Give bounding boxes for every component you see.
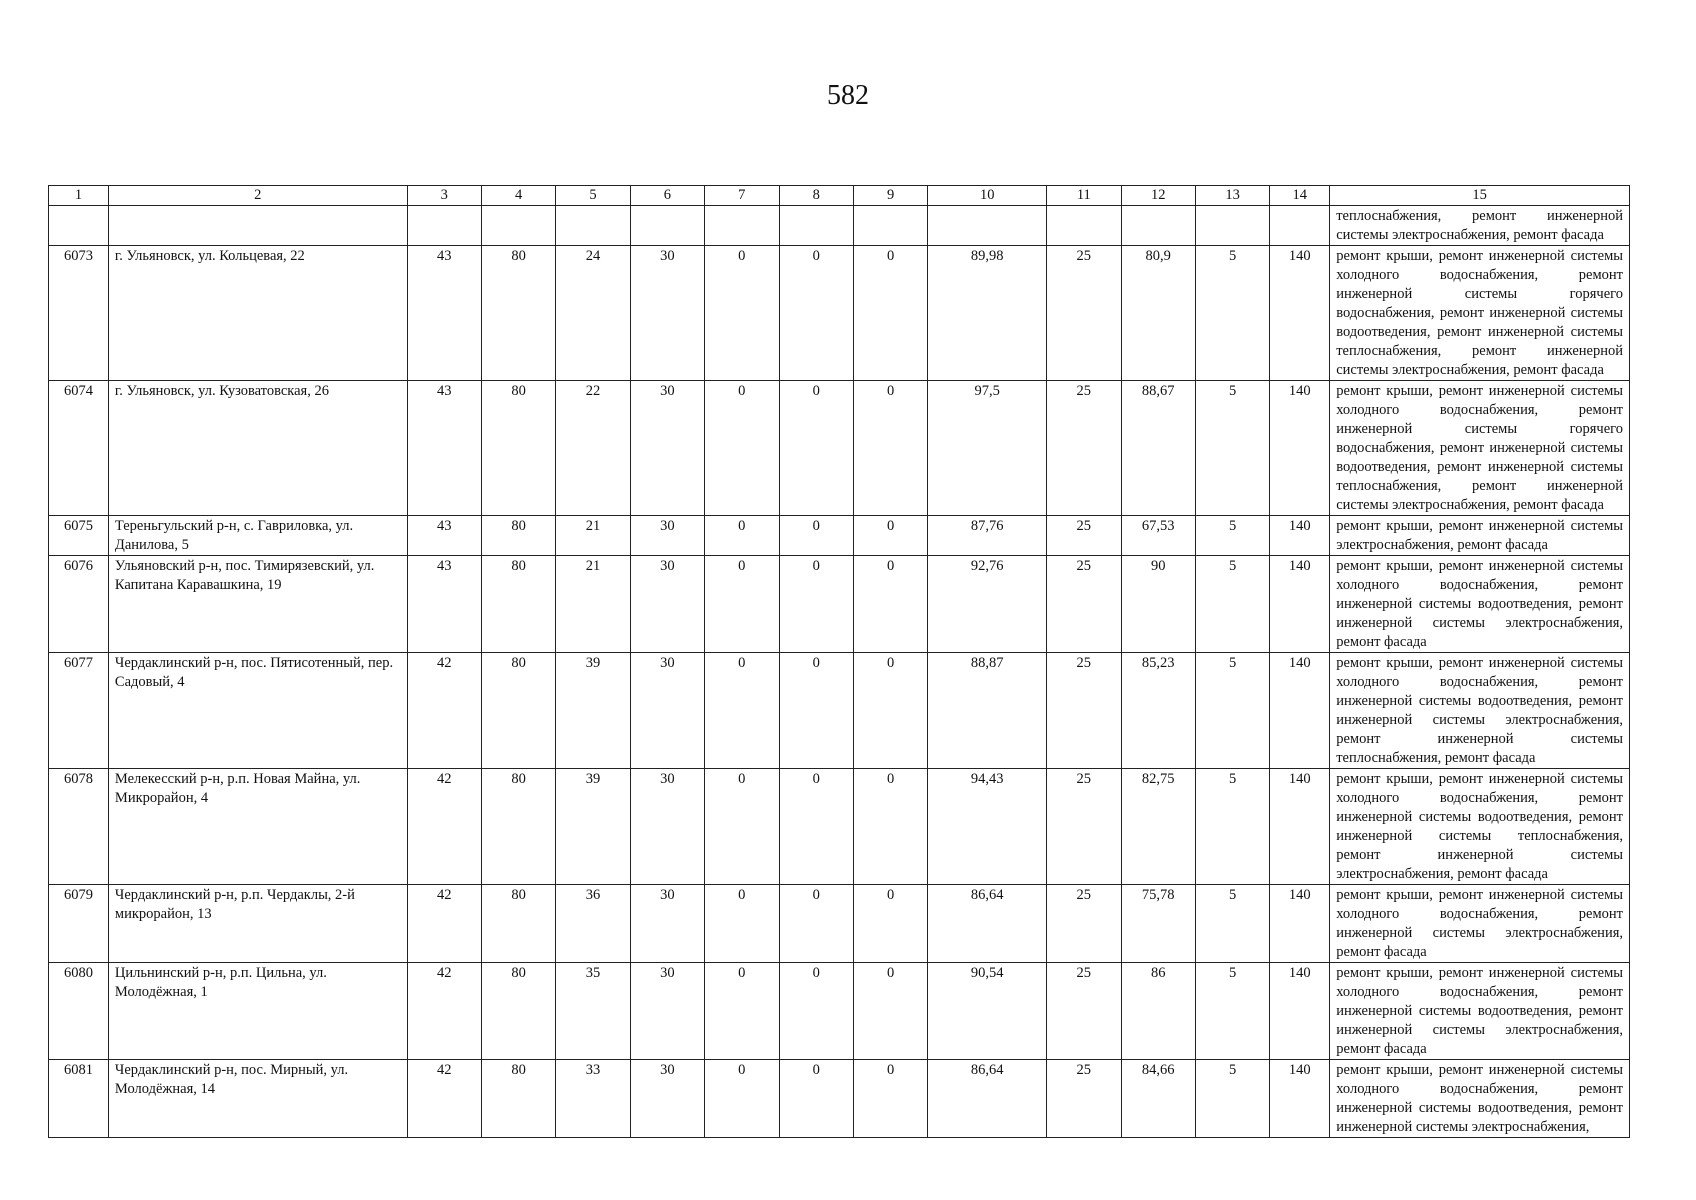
value-cell: 86,64 <box>928 885 1047 963</box>
value-cell: 140 <box>1270 556 1330 653</box>
address-cell: Чердаклинский р-н, пос. Мирный, ул. Молодёжная, 14 <box>108 1060 407 1138</box>
value-cell: 0 <box>779 769 853 885</box>
value-cell: 25 <box>1047 653 1121 769</box>
row-number-cell: 6077 <box>49 653 109 769</box>
table-body <box>49 246 1630 1138</box>
value-cell: 80 <box>481 885 555 963</box>
value-cell: 5 <box>1195 246 1269 381</box>
value-cell: 88,87 <box>928 653 1047 769</box>
row-number-cell: 6074 <box>49 381 109 516</box>
value-cell: 140 <box>1270 885 1330 963</box>
value-cell: 80 <box>481 963 555 1060</box>
row-number-cell: 6076 <box>49 556 109 653</box>
value-cell: 43 <box>407 556 481 653</box>
value-cell: 25 <box>1047 1060 1121 1138</box>
value-cell: 30 <box>630 963 704 1060</box>
value-cell: 5 <box>1195 653 1269 769</box>
address-cell: г. Ульяновск, ул. Кольцевая, 22 <box>108 246 407 381</box>
value-cell: 0 <box>853 653 927 769</box>
value-cell: 42 <box>407 885 481 963</box>
value-cell: 43 <box>407 246 481 381</box>
column-header: 7 <box>705 186 779 206</box>
value-cell: 80 <box>481 769 555 885</box>
value-cell: 30 <box>630 246 704 381</box>
value-cell: 87,76 <box>928 516 1047 556</box>
value-cell: 140 <box>1270 1060 1330 1138</box>
value-cell: 92,76 <box>928 556 1047 653</box>
row-number-cell: 6081 <box>49 1060 109 1138</box>
column-header: 10 <box>928 186 1047 206</box>
value-cell: 0 <box>779 556 853 653</box>
works-cell: ремонт крыши, ремонт инженерной системы холодного водоснабжения, ремонт инженерной системы водоотведения, ремонт инженерной системы электроснабжения, ремонт фасада <box>1330 556 1630 653</box>
value-cell: 5 <box>1195 885 1269 963</box>
row-number-cell: 6079 <box>49 885 109 963</box>
value-cell: 0 <box>705 516 779 556</box>
column-header: 14 <box>1270 186 1330 206</box>
value-cell: 0 <box>779 653 853 769</box>
value-cell: 0 <box>779 381 853 516</box>
value-cell: 80 <box>481 516 555 556</box>
value-cell: 80 <box>481 246 555 381</box>
value-cell: 84,66 <box>1121 1060 1195 1138</box>
value-cell: 21 <box>556 556 630 653</box>
address-cell: Тереньгульский р-н, с. Гавриловка, ул. Данилова, 5 <box>108 516 407 556</box>
value-cell: 39 <box>556 769 630 885</box>
value-cell: 80 <box>481 556 555 653</box>
address-cell: Мелекесский р-н, р.п. Новая Майна, ул. Микрорайон, 4 <box>108 769 407 885</box>
value-cell: 140 <box>1270 381 1330 516</box>
works-cell: ремонт крыши, ремонт инженерной системы холодного водоснабжения, ремонт инженерной системы водоотведения, ремонт инженерной системы электроснабжения, ремонт фасада <box>1330 963 1630 1060</box>
value-cell: 140 <box>1270 246 1330 381</box>
column-header: 12 <box>1121 186 1195 206</box>
value-cell: 36 <box>556 885 630 963</box>
value-cell: 0 <box>705 653 779 769</box>
row-number-cell: 6073 <box>49 246 109 381</box>
value-cell: 24 <box>556 246 630 381</box>
value-cell: 67,53 <box>1121 516 1195 556</box>
table-row <box>49 246 1630 381</box>
value-cell: 140 <box>1270 769 1330 885</box>
value-cell: 140 <box>1270 516 1330 556</box>
value-cell: 33 <box>556 1060 630 1138</box>
value-cell: 140 <box>1270 653 1330 769</box>
column-header: 13 <box>1195 186 1269 206</box>
table-row <box>49 516 1630 556</box>
column-header: 9 <box>853 186 927 206</box>
register-table <box>48 185 1630 1138</box>
value-cell: 5 <box>1195 381 1269 516</box>
value-cell: 39 <box>556 653 630 769</box>
value-cell: 0 <box>705 769 779 885</box>
value-cell: 0 <box>853 885 927 963</box>
value-cell: 86 <box>1121 963 1195 1060</box>
value-cell: 25 <box>1047 963 1121 1060</box>
value-cell: 80 <box>481 381 555 516</box>
value-cell: 80,9 <box>1121 246 1195 381</box>
address-cell: Цильнинский р-н, р.п. Цильна, ул. Молодёжная, 1 <box>108 963 407 1060</box>
value-cell: 0 <box>705 885 779 963</box>
column-header: 3 <box>407 186 481 206</box>
value-cell: 25 <box>1047 246 1121 381</box>
column-header: 2 <box>108 186 407 206</box>
column-header: 11 <box>1047 186 1121 206</box>
value-cell: 43 <box>407 381 481 516</box>
value-cell: 0 <box>853 516 927 556</box>
row-number-cell: 6080 <box>49 963 109 1060</box>
value-cell: 25 <box>1047 769 1121 885</box>
value-cell: 0 <box>853 769 927 885</box>
value-cell: 25 <box>1047 556 1121 653</box>
column-header: 15 <box>1330 186 1630 206</box>
value-cell: 80 <box>481 653 555 769</box>
column-header: 4 <box>481 186 555 206</box>
value-cell: 0 <box>779 516 853 556</box>
value-cell: 42 <box>407 1060 481 1138</box>
value-cell: 5 <box>1195 1060 1269 1138</box>
table-header-row <box>49 186 1630 206</box>
value-cell: 5 <box>1195 769 1269 885</box>
address-cell: г. Ульяновск, ул. Кузоватовская, 26 <box>108 381 407 516</box>
value-cell: 0 <box>705 246 779 381</box>
value-cell: 0 <box>705 556 779 653</box>
value-cell: 0 <box>779 963 853 1060</box>
value-cell: 30 <box>630 516 704 556</box>
value-cell: 30 <box>630 769 704 885</box>
works-cell: ремонт крыши, ремонт инженерной системы холодного водоснабжения, ремонт инженерной системы горячего водоснабжения, ремонт инженерной системы водоотведения, ремонт инженерной системы теплоснабжения, ремонт инженерной системы электроснабжения, ремонт фасада <box>1330 381 1630 516</box>
table-row <box>49 963 1630 1060</box>
value-cell: 30 <box>630 1060 704 1138</box>
address-cell: Чердаклинский р-н, р.п. Чердаклы, 2-й микрорайон, 13 <box>108 885 407 963</box>
value-cell: 140 <box>1270 963 1330 1060</box>
value-cell: 0 <box>705 1060 779 1138</box>
value-cell: 85,23 <box>1121 653 1195 769</box>
value-cell: 25 <box>1047 381 1121 516</box>
value-cell: 5 <box>1195 556 1269 653</box>
column-header: 5 <box>556 186 630 206</box>
works-cell: ремонт крыши, ремонт инженерной системы электроснабжения, ремонт фасада <box>1330 516 1630 556</box>
table-row <box>49 885 1630 963</box>
value-cell: 30 <box>630 381 704 516</box>
page-number: 582 <box>827 80 869 111</box>
row-number-cell: 6078 <box>49 769 109 885</box>
works-cell: ремонт крыши, ремонт инженерной системы холодного водоснабжения, ремонт инженерной системы водоотведения, ремонт инженерной системы электроснабжения, <box>1330 1060 1630 1138</box>
value-cell: 0 <box>705 381 779 516</box>
value-cell: 94,43 <box>928 769 1047 885</box>
value-cell: 75,78 <box>1121 885 1195 963</box>
value-cell: 30 <box>630 653 704 769</box>
value-cell: 0 <box>779 885 853 963</box>
column-header: 1 <box>49 186 109 206</box>
value-cell: 22 <box>556 381 630 516</box>
value-cell: 0 <box>853 1060 927 1138</box>
address-cell: Чердаклинский р-н, пос. Пятисотенный, пер. Садовый, 4 <box>108 653 407 769</box>
value-cell: 88,67 <box>1121 381 1195 516</box>
value-cell: 43 <box>407 516 481 556</box>
value-cell: 97,5 <box>928 381 1047 516</box>
works-cell: ремонт крыши, ремонт инженерной системы холодного водоснабжения, ремонт инженерной системы водоотведения, ремонт инженерной системы электроснабжения, ремонт инженерной системы теплоснабжения, ремонт фасада <box>1330 653 1630 769</box>
value-cell: 0 <box>779 246 853 381</box>
value-cell: 25 <box>1047 885 1121 963</box>
value-cell: 21 <box>556 516 630 556</box>
value-cell: 90,54 <box>928 963 1047 1060</box>
value-cell: 0 <box>853 246 927 381</box>
works-cell: ремонт крыши, ремонт инженерной системы холодного водоснабжения, ремонт инженерной системы электроснабжения, ремонт фасада <box>1330 885 1630 963</box>
works-cell: теплоснабжения, ремонт инженерной системы электроснабжения, ремонт фасада <box>1330 206 1630 246</box>
value-cell: 35 <box>556 963 630 1060</box>
value-cell: 42 <box>407 963 481 1060</box>
value-cell: 0 <box>779 1060 853 1138</box>
value-cell: 42 <box>407 653 481 769</box>
value-cell: 5 <box>1195 516 1269 556</box>
value-cell: 0 <box>853 556 927 653</box>
value-cell: 82,75 <box>1121 769 1195 885</box>
value-cell: 5 <box>1195 963 1269 1060</box>
table-row <box>49 769 1630 885</box>
value-cell: 0 <box>705 963 779 1060</box>
works-cell: ремонт крыши, ремонт инженерной системы холодного водоснабжения, ремонт инженерной системы горячего водоснабжения, ремонт инженерной системы водоотведения, ремонт инженерной системы теплоснабжения, ремонт инженерной системы электроснабжения, ремонт фасада <box>1330 246 1630 381</box>
column-header: 6 <box>630 186 704 206</box>
value-cell: 86,64 <box>928 1060 1047 1138</box>
column-header: 8 <box>779 186 853 206</box>
table-row <box>49 653 1630 769</box>
value-cell: 25 <box>1047 516 1121 556</box>
value-cell: 89,98 <box>928 246 1047 381</box>
works-cell: ремонт крыши, ремонт инженерной системы холодного водоснабжения, ремонт инженерной системы водоотведения, ремонт инженерной системы теплоснабжения, ремонт инженерной системы электроснабжения, ремонт фасада <box>1330 769 1630 885</box>
address-cell: Ульяновский р-н, пос. Тимирязевский, ул. Капитана Каравашкина, 19 <box>108 556 407 653</box>
value-cell: 30 <box>630 556 704 653</box>
value-cell: 0 <box>853 381 927 516</box>
continuation-row <box>49 206 1630 246</box>
value-cell: 0 <box>853 963 927 1060</box>
value-cell: 90 <box>1121 556 1195 653</box>
value-cell: 80 <box>481 1060 555 1138</box>
row-number-cell: 6075 <box>49 516 109 556</box>
table-row <box>49 1060 1630 1138</box>
value-cell: 42 <box>407 769 481 885</box>
table-row <box>49 381 1630 516</box>
table-row <box>49 556 1630 653</box>
value-cell: 30 <box>630 885 704 963</box>
